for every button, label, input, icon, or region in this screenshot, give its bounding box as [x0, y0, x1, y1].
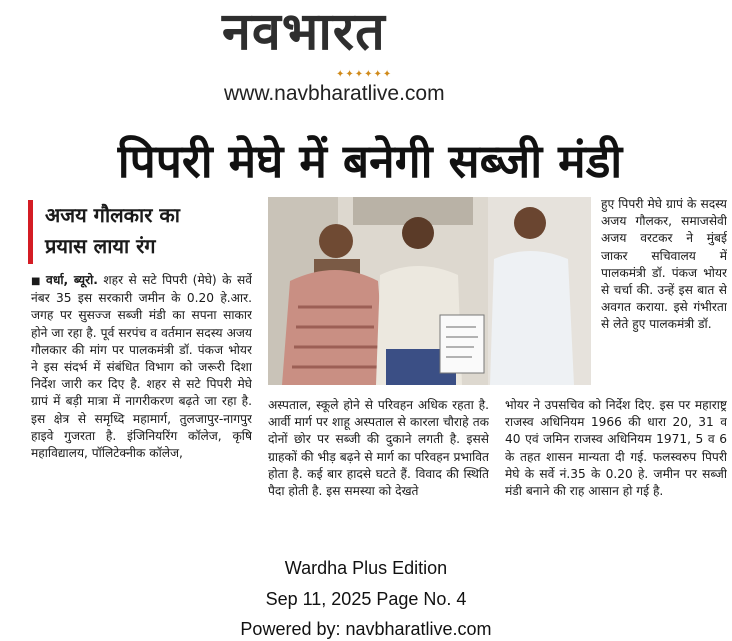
photo-illustration	[268, 197, 591, 385]
article-photo	[268, 197, 591, 385]
subheadline-line-1: अजय गौलकार का	[45, 203, 180, 227]
newspaper-logo: नवभारत	[222, 2, 386, 62]
column-3-top-text: हुए पिपरी मेघे ग्रापं के सदस्य अजय गौलकर, समाजसेवी अजय वरटकर ने मुंबई जाकर सचिवालय में पालकमंत्री डॉ. पंकज भोयर से चर्चा की. उन्हें इस बात से अवगत कराया. इसे गंभीरता से लेते हुए पालकमंत्री डॉ.	[601, 197, 727, 332]
website-url[interactable]: www.navbharatlive.com	[224, 82, 445, 105]
article-column-3-top	[601, 196, 727, 388]
edition-label: Wardha Plus Edition	[284, 558, 448, 578]
dateline: वर्धा, ब्यूरो.	[46, 273, 98, 287]
article-subheadline	[28, 200, 265, 264]
article-column-1	[31, 272, 252, 554]
logo-ornament: ✦✦✦✦✦✦	[336, 69, 393, 80]
article-column-2	[268, 397, 489, 537]
bullet-square-icon: ■	[31, 276, 43, 287]
date-page-label: Sep 11, 2025 Page No. 4	[265, 589, 467, 609]
column-2-text: अस्पताल, स्कूले होने से परिवहन अधिक रहता है. आर्वी मार्ग पर शाहू अस्पताल से कारला चौराहे तक दोनों छोर पर सब्जी की दुकाने लगती है. इससे ग्राहकों की भीड़ बढ़ने से मार्ग का परिवहन प्रभावित होता है. कई बार हादसे घटते हैं. विवाद की स्थिति पैदा होती है. इस समस्या को देखते	[268, 398, 489, 499]
masthead	[0, 0, 732, 118]
article-headline: पिपरी मेघे में बनेगी सब्जी मंडी	[117, 134, 623, 188]
column-1-text: शहर से सटे पिपरी (मेघे) के सर्वे नंबर 35 इस सरकारी जमीन के 0.20 हे.आर. जगह पर सुसज्ज सब्जी मंडी का सपना साकार होने जा रहा है. पूर्व सरपंच व वर्तमान सदस्य अजय गौलकार की मांग पर पालकमंत्री डॉ. पंकज भोयर ने इस संदर्भ में संबंधित विभाग को जरूरी दिशा निर्देश जारी कर दिए है. शहर से सटे पिपरी मेघे ग्रापं में बड़ी मात्रा में नागरीकरण बढ़ते जा रहा है. इस क्षेत्र से समृध्दि महामार्ग, तुलजापुर-नागपुर हाइवे गुजरता है. इंजिनियरिंग कॉलेज, कृषि महाविद्यालय, पॉलिटेक्नीक कॉलेज,	[31, 273, 252, 461]
article-column-3-bottom	[505, 397, 727, 537]
powered-by-link[interactable]: Powered by: navbharatlive.com	[240, 619, 492, 639]
column-3-bottom-text: भोयर ने उपसचिव को निर्देश दिए. इस पर महाराष्ट्र राजस्व अधिनियम 1966 की धारा 20, 31 व 40 एवं जमिन राजस्व अधिनियम 1971, 5 व 6 के तहत शासन मान्यता दी गई. फलस्वरुप पिपरी मेघे के सर्वे नं.35 के 0.20 हे. जमीन पर सब्जी मंडी बनाने की राह आसान हो गई है.	[505, 398, 727, 499]
subheadline-line-2: प्रयास लाया रंग	[45, 234, 156, 258]
